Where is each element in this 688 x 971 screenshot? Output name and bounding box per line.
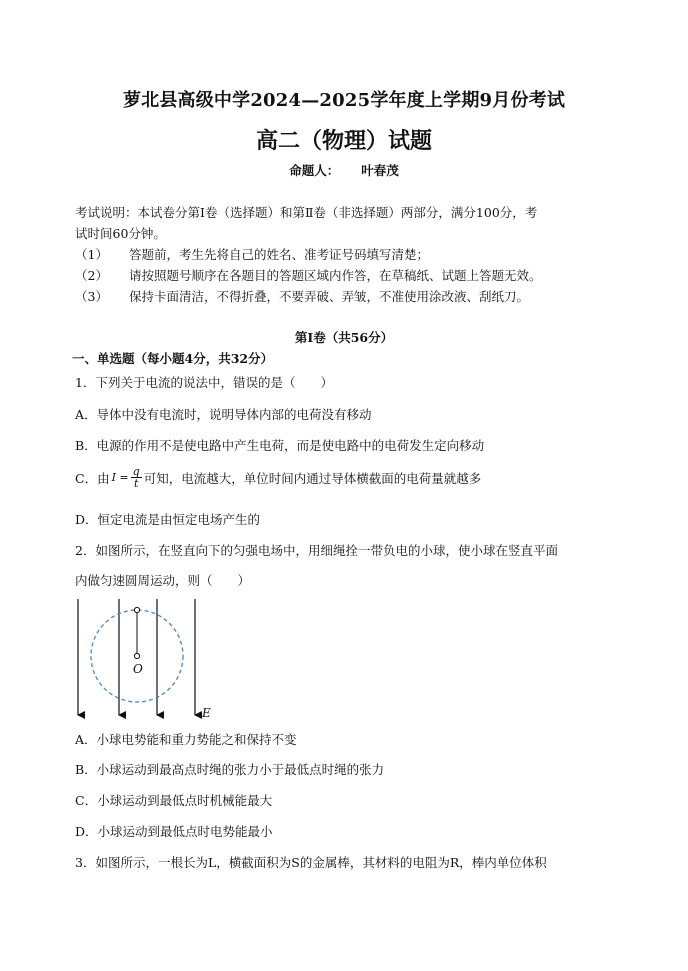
q1-option-a: A．导体中没有电流时，说明导体内部的电荷没有移动 bbox=[75, 407, 372, 422]
formula-lhs: I = bbox=[111, 471, 129, 484]
instruction-text: 请按照题号顺序在各题目的答题区域内作答，在草稿纸、试题上答题无效。 bbox=[129, 268, 542, 283]
q2-option-c: C．小球运动到最低点时机械能最大 bbox=[75, 793, 273, 808]
q1-option-c-suffix: 可知，电流越大，单位时间内通过导体横截面的电荷量就越多 bbox=[143, 470, 482, 486]
question-type-heading: 一、单选题（每小题4分，共32分） bbox=[72, 351, 274, 366]
formula-denominator: t bbox=[133, 477, 139, 490]
q2-stem-2: 内做匀速圆周运动，则（ ） bbox=[75, 573, 251, 588]
current-formula bbox=[112, 466, 142, 489]
q2-option-d: D．小球运动到最低点时电势能最小 bbox=[75, 824, 273, 839]
q3-stem-1: 3．如图所示，一根长为L，横截面积为S的金属棒，其材料的电阻为R，棒内单位体积 bbox=[75, 855, 547, 870]
q1-option-d: D．恒定电流是由恒定电场产生的 bbox=[75, 512, 261, 527]
field-label: E bbox=[202, 706, 211, 720]
center-label: O bbox=[133, 662, 143, 676]
formula-numerator: q bbox=[132, 465, 140, 478]
q2-option-a: A．小球电势能和重力势能之和保持不变 bbox=[75, 732, 297, 747]
charged-ball bbox=[134, 607, 139, 612]
q1-option-b: B．电源的作用不是使电路中产生电荷，而是使电路中的电荷发生定向移动 bbox=[75, 438, 485, 453]
center-point bbox=[134, 653, 139, 658]
instruction-text: 答题前，考生先将自己的姓名、准考证号码填写清楚； bbox=[129, 247, 430, 262]
electric-field-figure bbox=[70, 597, 230, 721]
instruction-text: 保持卡面清洁，不得折叠，不要弄破、弄皱，不准使用涂改液、刮纸刀。 bbox=[129, 289, 530, 304]
q1-option-c bbox=[75, 466, 481, 489]
q1-option-c-prefix: C．由 bbox=[75, 470, 110, 486]
author-line bbox=[0, 161, 688, 179]
q2-stem-1: 2．如图所示，在竖直向下的匀强电场中，用细绳拴一带负电的小球，使小球在竖直平面 bbox=[75, 543, 558, 558]
instruction-number: （3） bbox=[75, 289, 108, 304]
instruction-number: （2） bbox=[75, 268, 108, 283]
instruction-number: （1） bbox=[75, 247, 108, 262]
formula-fraction bbox=[131, 466, 142, 489]
instruction-item bbox=[75, 265, 620, 286]
instruction-item bbox=[75, 244, 620, 265]
subject-title: 高二（物理）试题 bbox=[255, 128, 432, 154]
instructions-intro-1: 考试说明：本试卷分第Ⅰ卷（选择题）和第Ⅱ卷（非选择题）两部分，满分100分，考 bbox=[75, 205, 538, 220]
author-label: 命题人： bbox=[289, 163, 340, 178]
exam-instructions bbox=[75, 202, 620, 307]
section-title: 第Ⅰ卷（共56分） bbox=[294, 330, 394, 345]
instruction-item bbox=[75, 286, 620, 307]
instructions-intro-2: 试时间60分钟。 bbox=[75, 226, 166, 241]
exam-title: 萝北县高级中学2024—2025学年度上学期9月份考试 bbox=[122, 90, 566, 111]
author-name: 叶春茂 bbox=[361, 163, 399, 178]
q1-stem: 1．下列关于电流的说法中，错误的是（ ） bbox=[75, 375, 333, 390]
q2-option-b: B．小球运动到最高点时绳的张力小于最低点时绳的张力 bbox=[75, 762, 385, 777]
